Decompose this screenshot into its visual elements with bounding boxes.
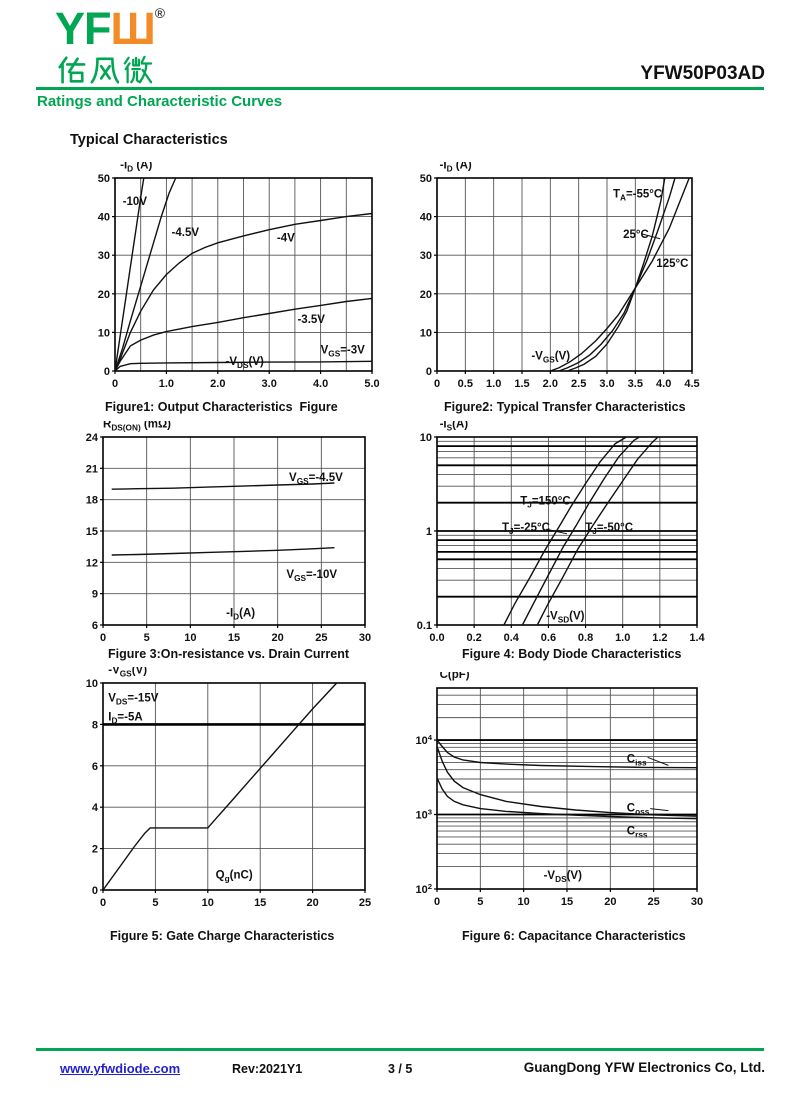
figure3-caption: Figure 3:On-resistance vs. Drain Current — [108, 647, 350, 661]
svg-text:10: 10 — [419, 432, 432, 444]
svg-text:102: $10^2$ — [415, 882, 432, 896]
section-title: Ratings and Characteristic Curves — [37, 93, 283, 110]
svg-text:2.5: 2.5 — [571, 378, 587, 390]
svg-text:VGS=-10V: $V_{GS}=-10V$ — [286, 569, 338, 583]
svg-text:24: 24 — [85, 432, 98, 444]
svg-text:20: 20 — [306, 897, 319, 909]
svg-text:VDS=-15V: $V_{DS}=-15V$ — [108, 692, 159, 707]
svg-text:103: $10^3$ — [415, 807, 432, 822]
figure5-plot — [67, 667, 379, 916]
figure2-caption: Figure2: Typical Transfer Characteristics — [444, 400, 686, 414]
svg-text:TJ=150°C: $T_J=150^\circ C$ — [520, 495, 571, 510]
svg-text:20: 20 — [97, 288, 110, 301]
figure6-plot — [401, 672, 711, 915]
svg-text:21: 21 — [85, 463, 98, 476]
svg-text:5.0: 5.0 — [364, 378, 380, 390]
svg-text:4: 4 — [91, 802, 98, 815]
svg-text:TJ=-25°C: $T_J=-25^\circ C$ — [502, 522, 550, 536]
svg-text:15: 15 — [85, 526, 98, 538]
company-logo — [55, 3, 166, 54]
svg-text:ID=-5A: $I_D=-5A$ — [108, 711, 143, 726]
svg-text:10: 10 — [97, 327, 110, 340]
svg-text:10: 10 — [85, 678, 98, 690]
svg-text:TJ=-50°C: $T_J=-50^\circ C$ — [585, 522, 634, 536]
svg-text:-4V: -4V — [276, 232, 295, 245]
figure6-caption: Figure 6: Capacitance Characteristics — [462, 929, 686, 943]
svg-text:20: 20 — [271, 632, 284, 644]
svg-text:1.2: 1.2 — [652, 632, 668, 644]
svg-text:3.5: 3.5 — [627, 378, 643, 390]
svg-text:C(pF): C(pF) — [439, 672, 470, 681]
svg-text:40: 40 — [97, 211, 110, 224]
svg-text:6: 6 — [91, 620, 98, 632]
logo-yf-text: YF — [55, 3, 111, 54]
svg-text:15: 15 — [560, 896, 574, 908]
svg-text:9: 9 — [91, 588, 98, 601]
svg-text:-ID (A): $-I_D$ (A) — [120, 162, 153, 174]
svg-text:15: 15 — [227, 632, 241, 644]
footer-divider-line — [36, 1048, 764, 1051]
svg-text:0: 0 — [91, 885, 98, 897]
figure1-caption: Figure1: Output Characteristics Figure — [105, 400, 338, 414]
svg-text:4.5: 4.5 — [684, 378, 700, 390]
svg-text:Coss: $C_{oss}$ — [626, 802, 650, 817]
svg-text:-ID(A): $-I_D(A)$ — [226, 607, 256, 622]
svg-text:0: 0 — [103, 366, 110, 378]
svg-text:5: 5 — [143, 632, 150, 644]
svg-text:-VGS(V): $-V_{GS}(V)$ — [531, 350, 571, 365]
svg-text:-VDS(V): $-V_{DS}(V)$ — [543, 869, 582, 884]
svg-text:-VSD(V): $-V_{SD}(V)$ — [546, 610, 585, 625]
revision-label: Rev:2021Y1 — [232, 1062, 303, 1076]
svg-text:Ciss: $C_{iss}$ — [626, 753, 647, 768]
hanzi-wei-glyph — [122, 55, 152, 85]
figure2-transfer-characteristics-chart — [401, 162, 706, 402]
figure4-body-diode-chart — [401, 421, 711, 656]
svg-text:5: 5 — [152, 897, 159, 909]
svg-text:3.0: 3.0 — [599, 378, 615, 390]
svg-text:TA=-55°C: $T_A=-55^\circ C$ — [612, 188, 663, 203]
hanzi-feng-glyph — [89, 55, 119, 85]
svg-text:12: 12 — [85, 557, 98, 570]
svg-text:125°C: 125°C — [656, 257, 689, 270]
svg-text:25: 25 — [315, 632, 328, 644]
svg-text:2: 2 — [91, 843, 98, 856]
svg-text:0: 0 — [425, 366, 432, 378]
figure3-on-resistance-chart — [67, 421, 379, 656]
svg-text:10: 10 — [419, 327, 432, 340]
figure5-gate-charge-chart — [67, 667, 379, 921]
svg-text:Crss: $C_{rss}$ — [626, 825, 648, 840]
svg-text:1: 1 — [425, 526, 432, 538]
registered-trademark-icon: ® — [154, 5, 166, 21]
svg-text:20: 20 — [604, 896, 617, 908]
svg-text:VGS=-4.5V: $V_{GS}=-4.5V$ — [289, 472, 343, 487]
figure1-output-characteristics-chart — [79, 162, 386, 402]
svg-text:0: 0 — [433, 896, 441, 908]
svg-text:0: 0 — [111, 378, 119, 390]
svg-text:-VGS(V): $-V_{GS}(V)$ — [108, 667, 148, 679]
figure4-caption: Figure 4: Body Diode Characteristics — [462, 647, 682, 661]
part-number: YFW50P03AD — [640, 63, 765, 84]
svg-text:0.0: 0.0 — [429, 632, 445, 644]
svg-text:15: 15 — [254, 897, 267, 909]
figure4-plot — [401, 421, 711, 651]
svg-text:-3.5V: -3.5V — [297, 313, 325, 326]
svg-text:0.1: 0.1 — [416, 620, 432, 632]
svg-text:5: 5 — [477, 896, 484, 908]
company-name: GuangDong YFW Electronics Co, Ltd. — [523, 1060, 765, 1075]
figure3-plot — [67, 421, 379, 651]
subsection-title: Typical Characteristics — [70, 132, 228, 148]
svg-text:4.0: 4.0 — [656, 378, 672, 390]
svg-text:50: 50 — [419, 173, 432, 185]
svg-text:0: 0 — [99, 897, 107, 909]
logo-w-glyph: Ш — [110, 3, 155, 54]
svg-text:-VDS(V): $-V_{DS}(V)$ — [225, 356, 264, 371]
svg-text:1.0: 1.0 — [615, 632, 631, 644]
svg-text:1.0: 1.0 — [486, 378, 502, 390]
svg-text:VGS=-3V: $V_{GS}=-3V$ — [320, 344, 365, 359]
svg-text:3.0: 3.0 — [261, 378, 277, 390]
svg-text:-IS(A): $-I_S(A)$ — [439, 421, 469, 433]
figure6-capacitance-chart — [401, 672, 711, 920]
svg-text:18: 18 — [85, 494, 98, 507]
svg-text:25: 25 — [358, 897, 372, 909]
svg-text:2.0: 2.0 — [542, 378, 558, 390]
svg-text:104: $10^4$ — [415, 733, 432, 748]
svg-text:10: 10 — [184, 632, 197, 644]
svg-text:0: 0 — [99, 632, 107, 644]
svg-text:25: 25 — [647, 896, 660, 908]
svg-text:0: 0 — [433, 378, 441, 390]
svg-text:6: 6 — [91, 760, 98, 773]
svg-text:0.2: 0.2 — [466, 632, 482, 644]
figure2-plot — [401, 162, 706, 397]
svg-text:30: 30 — [690, 896, 704, 908]
svg-text:1.0: 1.0 — [158, 378, 175, 390]
page-indicator: 3 / 5 — [388, 1062, 413, 1076]
svg-text:30: 30 — [419, 250, 432, 263]
svg-text:10: 10 — [517, 896, 530, 908]
figure5-caption: Figure 5: Gate Charge Characteristics — [110, 929, 335, 943]
svg-text:-4.5V: -4.5V — [171, 226, 200, 239]
header-divider-line — [36, 87, 764, 90]
svg-text:10: 10 — [201, 897, 214, 909]
svg-text:4.0: 4.0 — [312, 378, 329, 390]
svg-text:1.5: 1.5 — [514, 378, 530, 390]
logo-chinese-name — [56, 55, 152, 85]
svg-text:40: 40 — [419, 211, 432, 224]
hanzi-you-glyph — [56, 55, 86, 85]
svg-text:-10V: -10V — [122, 196, 148, 209]
svg-text:Qg(nC): $Q_g(nC)$ — [215, 869, 253, 884]
svg-text:RDS(ON) (mΩ): $R_{DS(ON)}$ (mΩ) — [103, 421, 172, 433]
svg-text:0.8: 0.8 — [577, 632, 594, 644]
svg-text:30: 30 — [358, 632, 372, 644]
svg-text:0.6: 0.6 — [540, 632, 557, 644]
website-link[interactable]: www.yfwdiode.com — [60, 1061, 181, 1076]
figure1-plot — [79, 162, 386, 397]
svg-text:-ID (A): $-I_D$ (A) — [439, 162, 472, 174]
svg-text:2.0: 2.0 — [210, 378, 226, 390]
svg-text:50: 50 — [97, 173, 110, 185]
svg-text:8: 8 — [91, 719, 98, 732]
svg-text:30: 30 — [97, 250, 110, 263]
svg-text:25°C: 25°C — [623, 228, 649, 241]
svg-text:20: 20 — [419, 288, 432, 301]
svg-text:1.4: 1.4 — [689, 632, 705, 644]
svg-text:0.4: 0.4 — [503, 632, 519, 644]
svg-text:0.5: 0.5 — [457, 378, 473, 390]
